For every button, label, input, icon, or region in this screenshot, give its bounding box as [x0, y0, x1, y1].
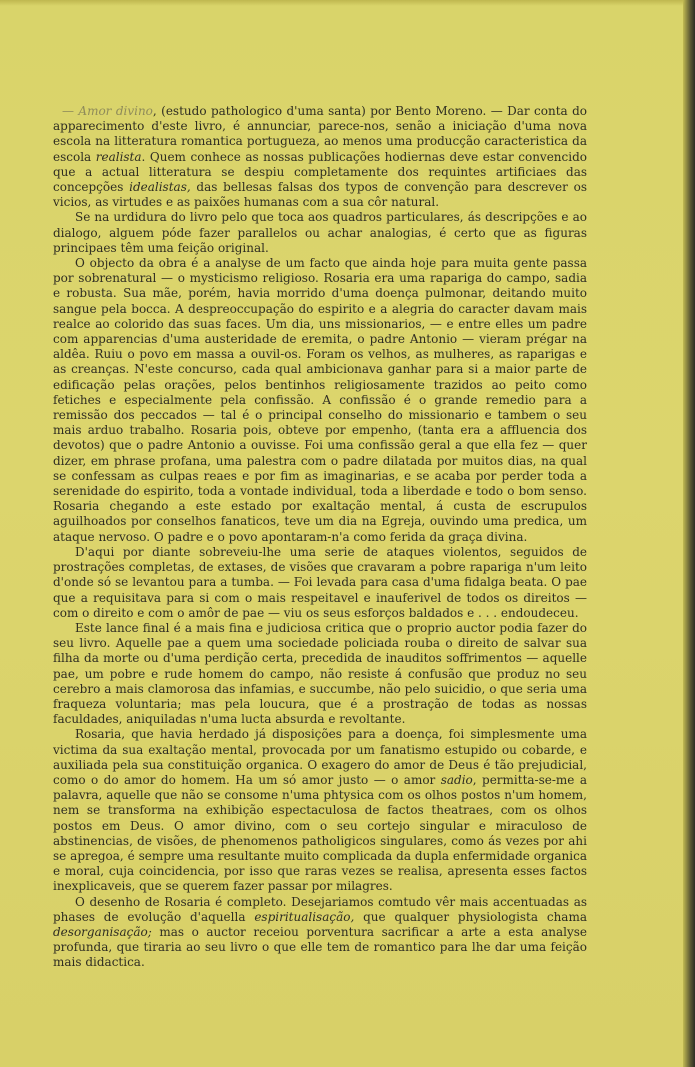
review-text: [53, 104, 587, 971]
paragraph-7-text-b: que qualquer physiologista chama: [354, 909, 587, 924]
paragraph-6: [53, 727, 587, 894]
term-idealistas: idealistas,: [129, 180, 191, 195]
paragraph-7: [53, 895, 587, 971]
paragraph-1-text-c: das bellesas falsas dos typos de convenção para descrever os vicios, as virtudes e as paixões humanas com a sua côr natural.: [53, 180, 587, 210]
dash: —: [62, 104, 79, 118]
paragraph-6-text-b: , permitta-se-me a palavra, aquelle que não se consome n'uma phtysica com os olhos postos n'um homem, nem se transforma na exhibição espectaculosa de factos theatraes, com os olhos postos em Deus. O amor divino, com o seu cortejo singular e miraculoso de abstinencias, de visões, de phenomenos patholigicos singulares, como ás vezes por ahi se apregoa, é sempre uma resultante muito complicada da dupla enfermidade organica e moral, cuja coincidencia, por isso que raras vezes se realisa, apresenta esses factos inexplicaveis, que se querem fazer passar por milagres.: [53, 772, 587, 894]
term-espiritualisacao: espiritualisação,: [254, 909, 355, 924]
paragraph-1-text-b: . Quem conhece as nossas publicações hodiernas deve estar convencido que a actual litteratura se despiu completamente dos requintes artificiaes das concepções: [53, 149, 587, 195]
paragraph-6-text-a: Rosaria, que havia herdado já disposições para a doença, foi simplesmente uma victima da sua exaltação mental, provocada por um fanatismo estupido ou cobarde, e auxiliada pela sua constituição organica. O exagero do amor de Deus é tão prejudicial, como o do amor do homem. Ha um só amor justo — o amor: [53, 727, 587, 787]
paragraph-7-text-a: O desenho de Rosaria é completo. Desejariamos comtudo vêr mais accentuadas as phases de evolução d'aquella: [53, 894, 587, 924]
paragraph-1-text-a: , (estudo pathologico d'uma santa) por Bento Moreno. — Dar conta do apparecimento d'este livro, é annunciar, parece-nos, senão a iniciação d'uma nova escola na litteratura romantica portugueza, ao menos uma producção caracteristica da escola: [53, 104, 587, 164]
paragraph-5: Este lance final é a mais fina e judiciosa critica que o proprio auctor podia fazer do seu livro. Aquelle pae a quem uma sociedade policiada rouba o direito de salvar sua filha da morte ou d'uma perdição certa, precedida de inauditos soffrimentos — aquelle pae, um pobre e rude homem do campo, não resiste á confusão que produz no seu cerebro a mais clamorosa das infamias, e succumbe, não pelo suicidio, o que seria uma fraqueza voluntaria; mas pela loucura, que é a prostração de todas as nossas faculdades, aniquiladas n'uma lucta absurda e revoltante.: [53, 620, 587, 727]
paragraph-3: O objecto da obra é a analyse de um facto que ainda hoje para muita gente passa por sobrenatural — o mysticismo religioso. Rosaria era uma rapariga do campo, sadia e robusta. Sua mãe, porém, havia morrido d'uma doença pulmonar, deitando muito sangue pela bocca. A despreoccupação do espirito e a alegria do caracter davam mais realce ao colorido das suas faces. Um dia, uns missionarios, — e entre elles um padre com apparencias d'uma austeridade de eremita, o padre Antonio — vieram prégar na aldêa. Ruiu o povo em massa a ouvil-os. Foram os velhos, as mulheres, as raparigas e as creanças. N'este concurso, cada qual ambicionava ganhar para si a maior parte de edificação pelas orações, pelos bentinhos religiosamente trazidos ao peito como fetiches e especialmente pela confissão. A confissão é o grande remedio para a remissão dos peccados — tal é o principal conselho do missionario e tambem o seu mais arduo trabalho. Rosaria pois, obteve por empenho, (tanta era a affluencia dos devotos) que o padre Antonio a ouvisse. Foi uma confissão geral a que ella fez — quer dizer, em phrase profana, uma palestra com o padre dilatada por muitos dias, na qual se confessam as culpas reaes e por fim as imaginarias, e se acaba por perder toda a serenidade do espirito, toda a vontade individual, toda a liberdade e todo o bom senso. Rosaria chegando a este estado por exaltação mental, á custa de escrupulos aguilhoados por conselhos fanaticos, teve um dia na Egreja, ouvindo uma predica, um ataque nervoso. O padre e o povo apontaram-n'a como ferida da graça divina.: [53, 256, 587, 544]
book-title: Amor divino: [78, 104, 153, 118]
page-top-edge: [0, 0, 695, 6]
term-sadio: sadio: [440, 772, 473, 787]
page-right-edge: [683, 0, 695, 1067]
term-desorganisacao: desorganisação;: [53, 924, 152, 939]
term-realista: realista: [95, 149, 142, 164]
paragraph-1: [53, 104, 587, 210]
paragraph-4: D'aqui por diante sobreveiu-lhe uma serie de ataques violentos, seguidos de prostrações completas, de extases, de visões que cravaram a pobre rapariga n'um leito d'onde só se levantou para a tumba. — Foi levada para casa d'uma fidalga beata. O pae que a requisitava para si com o mais respeitavel e inauferivel de todos os direitos — com o direito e com o amôr de pae — viu os seus esforços baldados e . . . endoudeceu.: [53, 544, 587, 620]
paragraph-7-text-c: mas o auctor receiou porventura sacrificar a arte a esta analyse profunda, que tiraria ao seu livro o que elle tem de romantico para lhe dar uma feição mais didactica.: [53, 924, 587, 970]
paragraph-2: Se na urdidura do livro pelo que toca aos quadros particulares, ás descripções e ao dialogo, alguem póde fazer parallelos ou achar analogias, é certo que as figuras principaes têm uma feição original.: [53, 210, 587, 255]
